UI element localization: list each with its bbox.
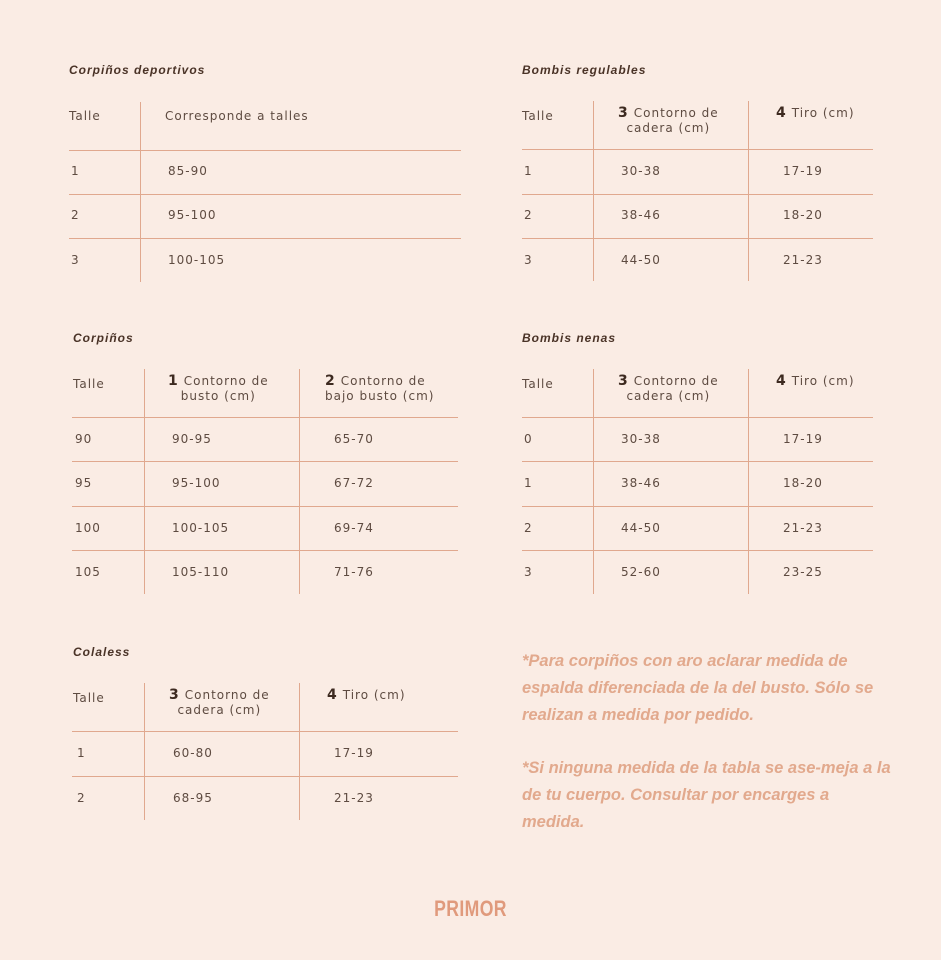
cell-talle: 90 [75, 432, 93, 446]
header-line1: Contorno de [183, 374, 269, 388]
header-busto [168, 374, 269, 404]
header-tiro [776, 106, 855, 121]
cell-busto: 95-100 [172, 476, 221, 490]
header-talle: Talle [522, 377, 554, 391]
cell-talle: 95 [75, 476, 93, 490]
divider [593, 101, 594, 281]
cell-busto: 100-105 [172, 521, 230, 535]
cell-talle: 3 [524, 253, 533, 267]
cell-tiro: 21-23 [783, 521, 823, 535]
cell-cadera: 52-60 [621, 565, 661, 579]
cell-talle: 2 [77, 791, 86, 805]
header-number: 1 [168, 373, 179, 389]
header-talle: Talle [69, 109, 101, 123]
cell-talle: 1 [77, 746, 86, 760]
header-number: 4 [327, 687, 338, 703]
header-cadera [618, 106, 719, 136]
divider [748, 101, 749, 281]
cell-value: 85-90 [168, 164, 208, 178]
section-title-bombis-nenas: Bombis nenas [522, 331, 617, 345]
header-talle: Talle [522, 109, 554, 123]
cell-talle: 2 [71, 208, 80, 222]
header-line2: bajo busto (cm) [325, 389, 435, 403]
divider [748, 369, 749, 594]
cell-tiro: 21-23 [334, 791, 374, 805]
divider [522, 417, 873, 418]
cell-cadera: 68-95 [173, 791, 213, 805]
header-line2: busto (cm) [180, 389, 256, 403]
section-title-bombis-regulables: Bombis regulables [522, 63, 647, 77]
cell-talle: 3 [71, 253, 80, 267]
cell-bajo-busto: 65-70 [334, 432, 374, 446]
cell-cadera: 30-38 [621, 164, 661, 178]
cell-tiro: 18-20 [783, 476, 823, 490]
cell-bajo-busto: 69-74 [334, 521, 374, 535]
header-corresponde: Corresponde a talles [165, 109, 309, 123]
note-aro: *Para corpiños con aro aclarar medida de espalda diferenciada de la del busto. Sólo se realizan a medida por pedido. [522, 652, 874, 724]
header-bajo-busto [325, 374, 434, 404]
header-cadera [169, 688, 270, 718]
cell-bajo-busto: 71-76 [334, 565, 374, 579]
divider [72, 417, 458, 418]
header-line2: cadera (cm) [626, 389, 711, 403]
cell-busto: 90-95 [172, 432, 212, 446]
header-line1: Tiro (cm) [791, 374, 855, 388]
divider [522, 461, 873, 462]
cell-talle: 100 [75, 521, 101, 535]
divider [144, 369, 145, 594]
divider [522, 550, 873, 551]
divider [144, 683, 145, 820]
cell-cadera: 38-46 [621, 208, 661, 222]
cell-tiro: 21-23 [783, 253, 823, 267]
header-cadera [618, 374, 719, 404]
divider [140, 102, 141, 282]
header-line1: Tiro (cm) [791, 106, 855, 120]
divider [72, 731, 458, 732]
header-line1: Contorno de [340, 374, 426, 388]
cell-talle: 105 [75, 565, 101, 579]
divider [72, 776, 458, 777]
cell-talle: 1 [524, 164, 533, 178]
divider [299, 683, 300, 820]
cell-tiro: 18-20 [783, 208, 823, 222]
cell-talle: 3 [524, 565, 533, 579]
cell-bajo-busto: 67-72 [334, 476, 374, 490]
header-number: 4 [776, 105, 787, 121]
cell-value: 100-105 [168, 253, 226, 267]
cell-busto: 105-110 [172, 565, 230, 579]
divider [72, 506, 458, 507]
header-number: 3 [618, 373, 629, 389]
cell-talle: 2 [524, 208, 533, 222]
cell-cadera: 44-50 [621, 253, 661, 267]
header-number: 3 [169, 687, 180, 703]
divider [522, 238, 873, 239]
divider [522, 506, 873, 507]
section-title-colaless: Colaless [73, 645, 131, 659]
header-number: 3 [618, 105, 629, 121]
cell-tiro: 17-19 [783, 164, 823, 178]
divider [72, 550, 458, 551]
divider [299, 369, 300, 594]
cell-tiro: 17-19 [334, 746, 374, 760]
cell-tiro: 17-19 [783, 432, 823, 446]
header-line1: Contorno de [633, 106, 719, 120]
divider [69, 150, 461, 151]
header-talle: Talle [73, 377, 105, 391]
divider [593, 369, 594, 594]
cell-talle: 1 [524, 476, 533, 490]
section-title-corpinos-deportivos: Corpiños deportivos [69, 63, 206, 77]
cell-cadera: 30-38 [621, 432, 661, 446]
cell-cadera: 44-50 [621, 521, 661, 535]
cell-talle: 2 [524, 521, 533, 535]
cell-cadera: 38-46 [621, 476, 661, 490]
divider [522, 194, 873, 195]
header-tiro [776, 374, 855, 389]
divider [69, 238, 461, 239]
header-line2: cadera (cm) [626, 121, 711, 135]
cell-talle: 1 [71, 164, 80, 178]
brand-logo: PRIMOR [434, 896, 507, 921]
cell-tiro: 23-25 [783, 565, 823, 579]
header-talle: Talle [73, 691, 105, 705]
header-number: 2 [325, 373, 336, 389]
cell-value: 95-100 [168, 208, 217, 222]
header-line1: Tiro (cm) [342, 688, 406, 702]
section-title-corpinos: Corpiños [73, 331, 134, 345]
note-medida: *Si ninguna medida de la tabla se ase-meja a la de tu cuerpo. Consultar por encarges a medida. [522, 759, 891, 831]
divider [69, 194, 461, 195]
header-number: 4 [776, 373, 787, 389]
cell-cadera: 60-80 [173, 746, 213, 760]
cell-talle: 0 [524, 432, 533, 446]
header-tiro [327, 688, 406, 703]
divider [72, 461, 458, 462]
header-line1: Contorno de [633, 374, 719, 388]
header-line2: cadera (cm) [177, 703, 262, 717]
header-line1: Contorno de [184, 688, 270, 702]
divider [522, 149, 873, 150]
